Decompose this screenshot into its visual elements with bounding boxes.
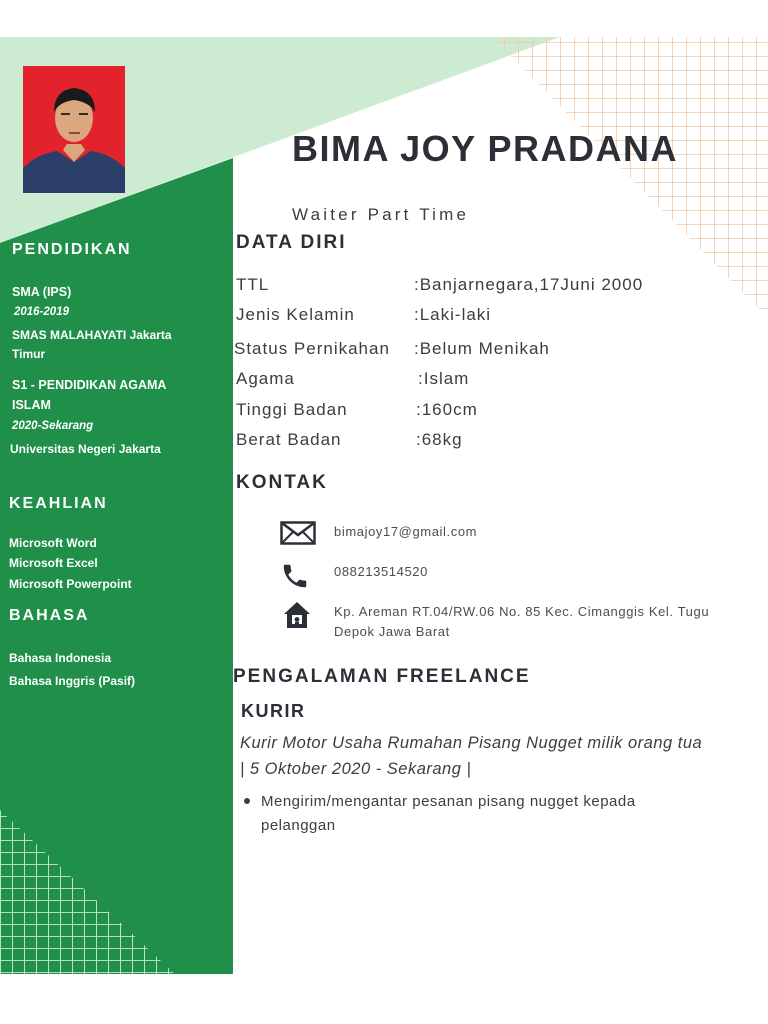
- education-1-school-line-1: SMAS MALAHAYATI Jakarta: [12, 328, 172, 342]
- education-1-years: 2016-2019: [14, 306, 69, 318]
- contact-address-line-2: Depok Jawa Barat: [334, 624, 450, 639]
- contact-phone[interactable]: 088213514520: [334, 564, 428, 579]
- bullet-marker: [244, 798, 250, 804]
- personal-value-weight: :68kg: [416, 430, 463, 449]
- profile-photo: [23, 66, 125, 193]
- education-1-title: SMA (IPS): [12, 285, 72, 299]
- contact-heading: KONTAK: [236, 472, 328, 493]
- experience-bullet-line-2: pelanggan: [261, 817, 336, 834]
- language-item: Bahasa Inggris (Pasif): [9, 674, 136, 688]
- candidate-name: BIMA JOY PRADANA: [292, 128, 679, 169]
- experience-heading: PENGALAMAN FREELANCE: [233, 666, 531, 687]
- experience-bullet-line-1: Mengirim/mengantar pesanan pisang nugget kepada: [261, 793, 636, 810]
- personal-value-height: :160cm: [416, 400, 478, 419]
- education-2-years: 2020-Sekarang: [12, 420, 94, 432]
- skills-heading: KEAHLIAN: [9, 495, 108, 512]
- language-item: Bahasa Indonesia: [9, 651, 112, 665]
- personal-value-gender: :Laki-laki: [414, 305, 492, 324]
- education-2-title-line-2: ISLAM: [12, 398, 51, 412]
- skill-item: Microsoft Excel: [9, 556, 98, 570]
- skill-item: Microsoft Word: [9, 536, 97, 550]
- personal-label-marital: Status Pernikahan: [234, 339, 390, 358]
- education-heading: PENDIDIKAN: [12, 241, 132, 258]
- candidate-role: Waiter Part Time: [292, 205, 470, 224]
- experience-description-line-1: Kurir Motor Usaha Rumahan Pisang Nugget milik orang tua: [240, 734, 703, 752]
- contact-email[interactable]: bimajoy17@gmail.com: [334, 524, 478, 539]
- education-2-school: Universitas Negeri Jakarta: [10, 442, 161, 456]
- personal-data-heading: DATA DIRI: [236, 232, 347, 253]
- experience-job-title: KURIR: [241, 701, 306, 721]
- experience-description-line-2: | 5 Oktober 2020 - Sekarang |: [240, 760, 472, 778]
- personal-label-gender: Jenis Kelamin: [236, 305, 355, 324]
- contact-address-line-1: Kp. Areman RT.04/RW.06 No. 85 Kec. Cimanggis Kel. Tugu: [334, 604, 710, 619]
- personal-value-ttl: :Banjarnegara,17Juni 2000: [414, 275, 644, 294]
- education-1-school-line-2: Timur: [12, 347, 46, 361]
- personal-label-weight: Berat Badan: [236, 430, 342, 449]
- personal-label-religion: Agama: [236, 369, 295, 388]
- phone-icon: [280, 561, 310, 591]
- languages-heading: BAHASA: [9, 607, 90, 624]
- house-icon: [282, 600, 312, 630]
- personal-value-religion: :Islam: [418, 369, 470, 388]
- personal-label-height: Tinggi Badan: [236, 400, 348, 419]
- envelope-icon: [280, 521, 316, 545]
- personal-value-marital: :Belum Menikah: [414, 339, 550, 358]
- education-2-title-line-1: S1 - PENDIDIKAN AGAMA: [12, 378, 167, 392]
- skill-item: Microsoft Powerpoint: [9, 577, 132, 591]
- personal-label-ttl: TTL: [236, 275, 270, 294]
